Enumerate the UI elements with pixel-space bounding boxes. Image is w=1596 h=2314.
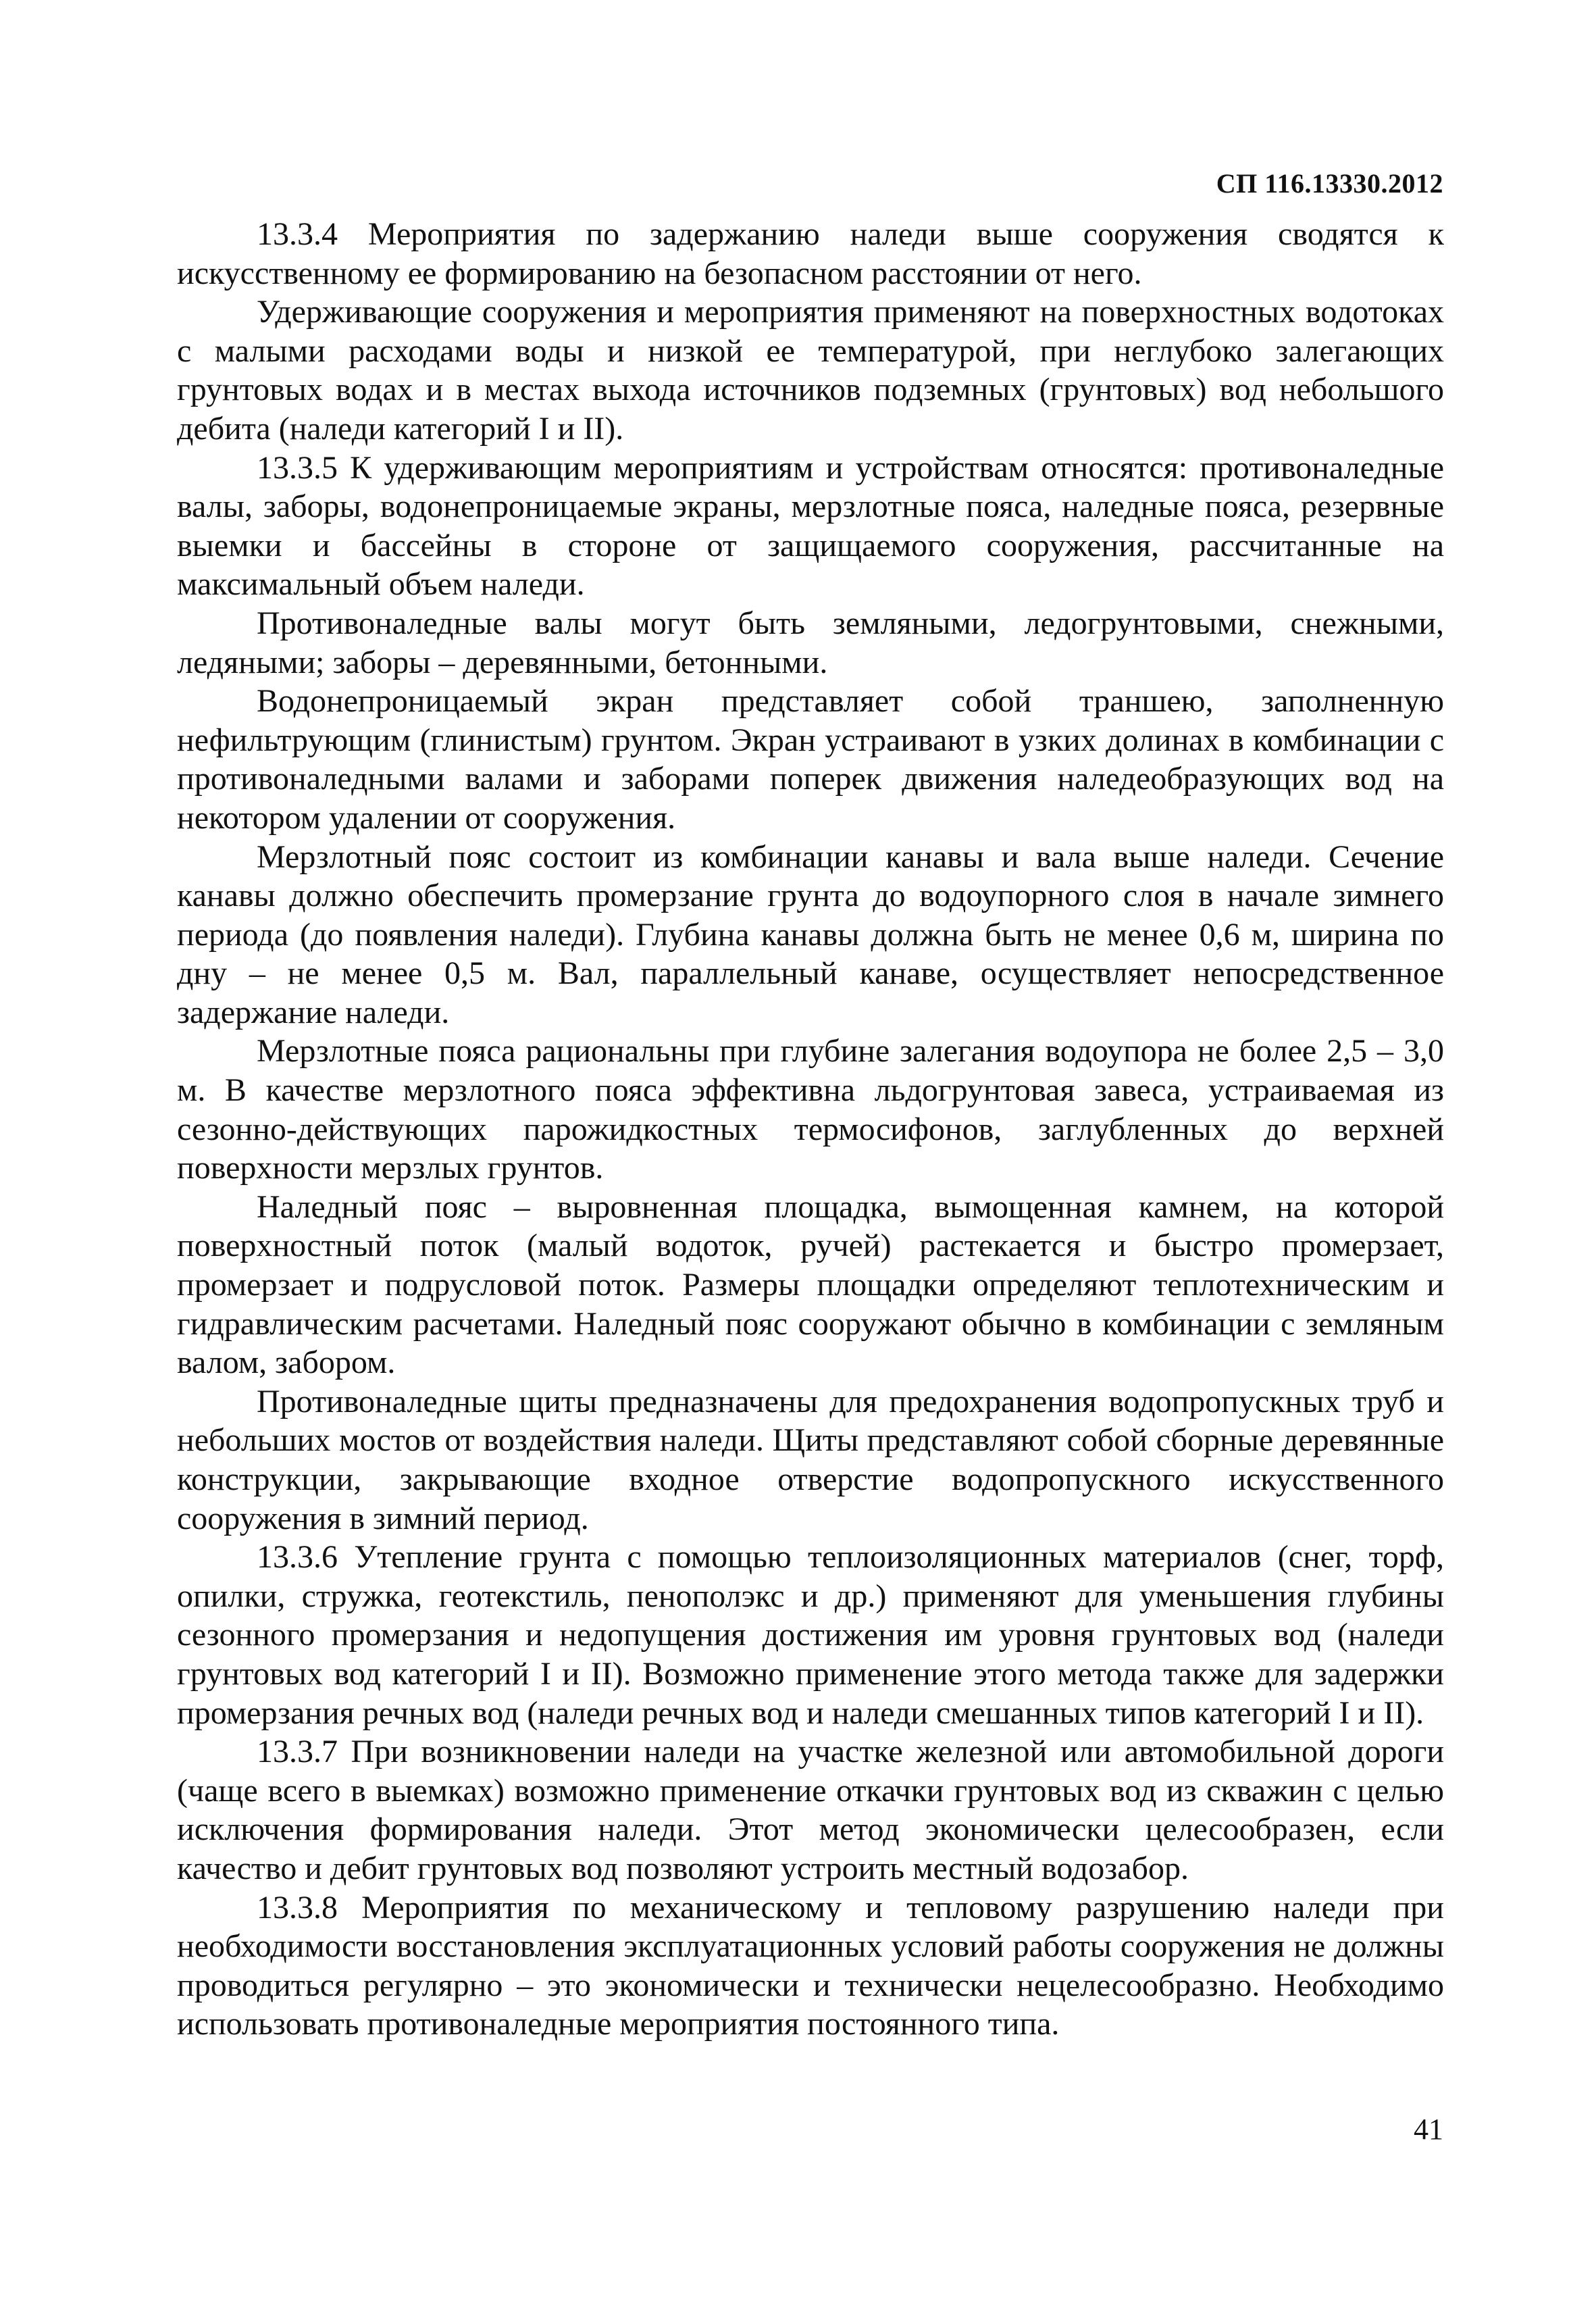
paragraph-ice-belt: Наледный пояс – выровненная площадка, вымощенная камнем, на которой поверхностный поток (малый водоток, ручей) растекается и быстро промерзает, промерзает и подрусловой поток. Размеры площадки определяют теплотехническим и гидравлическим расчетами. Наледный пояс сооружают обычно в комбинации с земляным валом, забором. xyxy=(177,1188,1444,1381)
paragraph-frost-belt-rational: Мерзлотные пояса рациональны при глубине залегания водоупора не более 2,5 – 3,0 м. В качестве мерзлотного пояса эффективна льдогрунтовая завеса, устраиваемая из сезонно-действующих парожидкостных термосифонов, заглубленных до верхней поверхности мерзлых грунтов. xyxy=(177,1033,1444,1186)
paragraph-13-3-8: 13.3.8 Мероприятия по механическому и тепловому разрушению наледи при необходимости восстановления эксплуатационных условий работы сооружения не должны проводиться регулярно – это экономически и технически нецелесообразно. Необходимо использовать противоналедные мероприятия постоянного типа. xyxy=(177,1889,1444,2042)
paragraph-13-3-7: 13.3.7 При возникновении наледи на участке железной или автомобильной дороги (чаще всего в выемках) возможно применение откачки грунтовых вод из скважин с целью исключения формирования наледи. Этот метод экономически целесообразен, если качество и дебит грунтовых вод позволяют устроить местный водозабор. xyxy=(177,1734,1444,1886)
paragraph-anti-icing-shields: Противоналедные щиты предназначены для предохранения водопропускных труб и небольших мостов от воздействия наледи. Щиты представляют собой сборные деревянные конструкции, закрывающие входное отверстие водопропускного искусственного сооружения в зимний период. xyxy=(177,1383,1444,1536)
page-number: 41 xyxy=(1414,2113,1443,2146)
paragraph-13-3-6: 13.3.6 Утепление грунта с помощью теплоизоляционных материалов (снег, торф, опилки, стружка, геотекстиль, пенополэкс и др.) применяют для уменьшения глубины сезонного промерзания и недопущения достижения им уровня грунтовых вод (наледи грунтовых вод категорий I и II). Возможно применение этого метода также для задержки промерзания речных вод (наледи речных вод и наледи смешанных типов категорий I и II). xyxy=(177,1539,1444,1731)
paragraph-retaining-structures: Удерживающие сооружения и мероприятия применяют на поверхностных водотоках с малыми расходами воды и низкой ее температурой, при неглубоко залегающих грунтовых водах и в местах выхода источников подземных (грунтовых) вод небольшого дебита (наледи категорий I и II). xyxy=(177,294,1444,447)
document-code: СП 116.13330.2012 xyxy=(1216,168,1443,199)
body-text xyxy=(177,215,1444,2044)
paragraph-frost-belt: Мерзлотный пояс состоит из комбинации канавы и вала выше наледи. Сечение канавы должно обеспечить промерзание грунта до водоупорного слоя в начале зимнего периода (до появления наледи). Глубина канавы должна быть не менее 0,6 м, ширина по дну – не менее 0,5 м. Вал, параллельный канаве, осуществляет непосредственное задержание наледи. xyxy=(177,838,1444,1030)
paragraph-13-3-4: 13.3.4 Мероприятия по задержанию наледи выше сооружения сводятся к искусственному ее формированию на безопасном расстоянии от него. xyxy=(177,216,1444,291)
paragraph-13-3-5: 13.3.5 К удерживающим мероприятиям и устройствам относятся: противоналедные валы, заборы, водонепроницаемые экраны, мерзлотные пояса, наледные пояса, резервные выемки и бассейны в стороне от защищаемого сооружения, рассчитанные на максимальный объем наледи. xyxy=(177,449,1444,603)
paragraph-waterproof-screen: Водонепроницаемый экран представляет собой траншею, заполненную нефильтрующим (глинистым) грунтом. Экран устраивают в узких долинах в комбинации с противоналедными валами и заборами поперек движения наледеобразующих вод на некотором удалении от сооружения. xyxy=(177,683,1444,836)
paragraph-anti-icing-banks: Противоналедные валы могут быть земляными, ледогрунтовыми, снежными, ледяными; заборы – деревянными, бетонными. xyxy=(177,605,1444,680)
